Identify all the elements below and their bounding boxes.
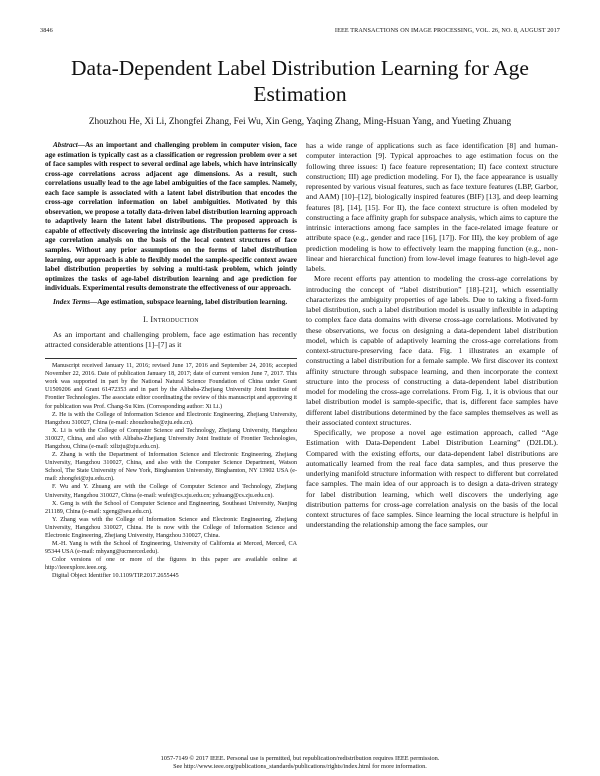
paper-title: Data-Dependent Label Distribution Learning for Age Estimation — [71, 56, 529, 106]
index-terms-text: —Age estimation, subspace learning, label distribution learning. — [90, 297, 288, 306]
abstract-lead: Abstract — [53, 141, 78, 149]
intro-paragraph: As an important and challenging problem, face age estimation has recently attracted considerable attentions [1]–[7] as it — [45, 329, 297, 349]
abstract — [45, 141, 297, 294]
footnote: Z. Zhang is with the Department of Information Science and Electronic Engineering, Zhejiang University, Hangzhou 310027, China, and also with the Computer Science Department, Watson School, The State University of New York, Binghamton University, Binghamton, NY 13902 USA (e-mail: zhongfei@zju.edu.cn). — [45, 452, 297, 483]
copyright-line: See http://www.ieee.org/publications_standards/publications/rights/index.html for more information. — [173, 763, 427, 771]
left-column — [45, 141, 297, 758]
index-terms — [45, 298, 297, 308]
footnote: F. Wu and Y. Zhuang are with the College of Computer Science and Technology, Zhejiang University, Hangzhou 310027, China (e-mail: wufei@cs.zju.edu.cn; yzhuang@cs.zju.edu.cn). — [45, 484, 297, 499]
body-paragraph: More recent efforts pay attention to modeling the cross-age correlations by introducing the concept of “label distribution” [18]–[21], which essentially characterizes the ambiguity properties of age labels. Due to taking a fixed-form label distribution, such a label distribution model is usually inflexible in adapting to complex face data domains with diverse cross-age correlations. Motivated by these observations, we focus on designing a data-dependent label distribution model, which is capable of adaptively learning the cross-age correlations from context-structure-preserving face data. Fig. 1 illustrates an example of constructing a label distribution for a female sample. We first discover its context affinity structure through subspace learning, and then incorporate the context structure into the process of constructing a data-dependent label distribution model for modeling the cross-age correlations. From Fig. 1, it is obvious that our label distribution model is sample-specific, that is, different face samples have different label distributions determined by the face samples themselves as well as their associated context structures. — [306, 274, 558, 427]
abstract-text: —As an important and challenging problem in computer vision, face age estimation is typically cast as a classification or regression problem over a set of face samples with respect to several ordinal age labels, which have intrinsically cross-age correlations across adjacent age dimensions. As a result, such correlations usually lead to the age label ambiguities of the face samples. Namely, each face sample is associated with a latent label distribution that encodes the cross-age correlation information on label ambiguities. Motivated by this observation, we propose a totally data-driven label distribution learning approach to adaptively learn the latent label distributions. The proposed approach is capable of effectively discovering the intrinsic age distribution patterns for cross-age correlation analysis on the basis of the local context structures of face samples. Without any prior assumptions on the forms of label distribution learning, our approach is able to flexibly model the sample-specific context aware label distribution properties by solving a multi-task problem, which jointly optimizes the tasks of age-label distribution learning and age prediction for individuals. Experimental results demonstrate the effectiveness of our approach. — [45, 141, 297, 293]
body-paragraph: has a wide range of applications such as face identification [8] and human-computer interaction [9]. Typical approaches to age estimation focus on the following three issues: I) face feature representation; II) face context structure construction; III) age prediction modeling. For I), the face appearance is usually represented by various visual features, such as face texture features (LBP, Garbor, and AAM) [10]–[12], biologically inspired features (BIF) [13], and deep learning features [8], [14], [15]. For II), the face context structure is often modeled by constructing a face affinity graph for subspace analysis, which aims to capture the intrinsic interactions among face samples in the face-related image feature or attribute space (e.g., gender and race [16], [17]). For III), the key problem of age prediction modeling is how to effectively learn the mapping function (e.g., non-linear and hierarchical function) from low-level image features to high-level age labels. — [306, 141, 558, 273]
author-list: Zhouzhou He, Xi Li, Zhongfei Zhang, Fei Wu, Xin Geng, Yaqing Zhang, Ming-Hsuan Yang, and Yueting Zhuang — [88, 117, 512, 127]
index-terms-lead: Index Terms — [53, 297, 91, 306]
footnote: X. Geng is with the School of Computer Science and Engineering, Southeast University, Nanjing 211189, China (e-mail: xgeng@seu.edu.cn). — [45, 500, 297, 515]
right-column — [306, 141, 558, 758]
footnote: Manuscript received January 11, 2016; revised June 17, 2016 and September 24, 2016; accepted November 22, 2016. Date of publication January 18, 2017; date of current version June 7, 2017. This work was supported in part by the National Natural Science Foundation of China under Grant U1509206 and Grant 61472353 and in part by the Alibaba-Zhejiang University Joint Institute of Frontier Technologies. The associate editor coordinating the review of this manuscript and approving it for publication was Prof. Chang-Su Kim. (Corresponding author: Xi Li.) — [45, 363, 297, 410]
footnote: M.-H. Yang is with the School of Engineering, University of California at Merced, Merced, CA 95344 USA (e-mail: mhyang@ucmerced.edu). — [45, 541, 297, 556]
footnote: Digital Object Identifier 10.1109/TIP.2017.2655445 — [52, 573, 179, 580]
copyright-notice — [40, 755, 560, 772]
running-header — [40, 27, 560, 37]
footnote: X. Li is with the College of Computer Science and Technology, Zhejiang University, Hangzhou 310027, China, and also with Alibaba-Zhejiang University Joint Institute of Frontier Technologies, Hangzhou, China (e-mail: xilizju@zju.edu.cn). — [45, 427, 297, 450]
footnote: Y. Zhang was with the College of Information Science and Electronic Engineering, Zhejiang University, Hangzhou 310027, China. He is now with the College of Information Science and Electronic Engineering, Zhejiang University, Hangzhou 310027, China. — [45, 516, 297, 540]
footnote: Z. He is with the College of Information Science and Electronic Engineering, Zhejiang University, Hangzhou 310027, China (e-mail: zhouzhouhe@zju.edu.cn). — [45, 411, 297, 426]
section-heading-introduction: I. Introduction — [143, 315, 199, 325]
footnote: Color versions of one or more of the figures in this paper are available online at http://ieeexplore.ieee.org. — [45, 557, 297, 572]
body-paragraph: Specifically, we propose a novel age estimation approach, called “Age Estimation with Data-Dependent Label Distribution Learning” (D2LDL). Compared with the existing efforts, our data-dependent label distributions are automatically learned from the real face data samples, and thus preserve the underlying manifold structure information with respect to different but correlated face samples. The main idea of our approach is to design a data-driven strategy for label distribution learning, which well discovers the underlying age distribution patterns for cross-age correlation analysis on the basis of the local context structures of face samples. Since learning the local structure is helpful in understanding the relationship among the face samples, our — [306, 428, 558, 530]
footnotes — [45, 358, 297, 581]
page-number: 3846 — [40, 27, 53, 34]
journal-name: IEEE TRANSACTIONS ON IMAGE PROCESSING, VOL. 26, NO. 8, AUGUST 2017 — [334, 27, 560, 34]
copyright-line: 1057-7149 © 2017 IEEE. Personal use is permitted, but republication/redistribution requires IEEE permission. — [160, 755, 440, 762]
